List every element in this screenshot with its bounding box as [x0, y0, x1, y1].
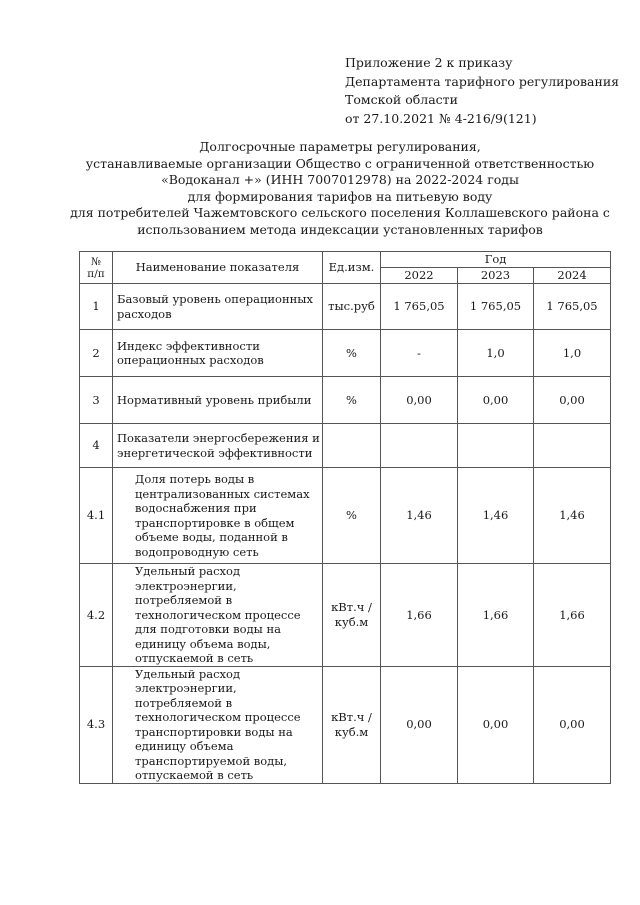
row-value-2022: 1,46	[381, 468, 458, 564]
row-value-2024: 1,46	[534, 468, 611, 564]
row-num: 4.2	[80, 564, 113, 667]
row-value-2024: 1 765,05	[534, 284, 611, 330]
title-line: использованием метода индексации установленных тарифов	[137, 221, 543, 237]
row-name: Удельный расход электроэнергии, потребляемой в технологическом процессе транспортировки воды на единицу объема транспортируемой воды, отпускаемой в сеть	[113, 666, 323, 783]
row-unit	[323, 424, 381, 468]
table-row	[80, 666, 611, 783]
row-num: 4.1	[80, 468, 113, 564]
table-header-row	[80, 252, 611, 268]
table-row	[80, 377, 611, 424]
row-name: Доля потерь воды в централизованных системах водоснабжения при транспортировке в общем объеме воды, поданной в водопроводную сеть	[113, 468, 323, 564]
row-value-2024: 0,00	[534, 377, 611, 424]
title-line: устанавливаемые организации Общество с ограниченной ответственностью	[85, 155, 595, 171]
row-name: Базовый уровень операционных расходов	[113, 284, 323, 330]
row-value-2024	[534, 424, 611, 468]
parameters-table	[79, 251, 611, 784]
title-line: «Водоканал +» (ИНН 7007012978) на 2022-2024 годы	[161, 172, 519, 187]
table-row	[80, 424, 611, 468]
row-unit: %	[323, 330, 381, 377]
row-value-2023: 1 765,05	[458, 284, 534, 330]
appendix-line: Департамента тарифного регулирования	[345, 73, 620, 89]
row-value-2022: 1,66	[381, 564, 458, 667]
row-value-2023: 1,46	[458, 468, 534, 564]
row-unit: %	[323, 377, 381, 424]
header-num: № п/п	[80, 252, 113, 284]
appendix-line: Приложение 2 к приказу	[345, 55, 513, 70]
row-value-2023	[458, 424, 534, 468]
title-line: для потребителей Чажемтовского сельского поселения Коллашевского района с	[70, 205, 610, 220]
table-row	[80, 330, 611, 377]
header-year: 2022	[381, 268, 458, 284]
title-line: Долгосрочные параметры регулирования,	[199, 139, 481, 154]
row-num: 2	[80, 330, 113, 377]
title-line: для формирования тарифов на питьевую воду	[187, 188, 493, 204]
row-name: Показатели энергосбережения и энергетической эффективности	[113, 424, 323, 468]
header-unit: Ед.изм.	[323, 252, 381, 284]
appendix-block	[345, 54, 619, 128]
row-value-2022: 0,00	[381, 377, 458, 424]
document-title	[40, 139, 640, 238]
row-unit: %	[323, 468, 381, 564]
table-row	[80, 564, 611, 667]
row-value-2023: 0,00	[458, 666, 534, 783]
row-num: 3	[80, 377, 113, 424]
row-num: 4	[80, 424, 113, 468]
header-year: 2024	[534, 268, 611, 284]
table-row	[80, 468, 611, 564]
row-num: 1	[80, 284, 113, 330]
header-year-group: Год	[381, 252, 611, 268]
appendix-line: от 27.10.2021 № 4-216/9(121)	[345, 110, 537, 126]
row-unit: тыс.руб	[323, 284, 381, 330]
row-num: 4.3	[80, 666, 113, 783]
row-value-2023: 0,00	[458, 377, 534, 424]
row-value-2022: -	[381, 330, 458, 377]
row-value-2023: 1,66	[458, 564, 534, 667]
row-value-2022	[381, 424, 458, 468]
row-value-2023: 1,0	[458, 330, 534, 377]
header-year: 2023	[458, 268, 534, 284]
row-value-2022: 0,00	[381, 666, 458, 783]
row-name: Удельный расход электроэнергии, потребляемой в технологическом процессе для подготовки воды на единицу объема воды, отпускаемой в сеть	[113, 564, 323, 667]
row-name: Индекс эффективности операционных расходов	[113, 330, 323, 377]
table-row	[80, 284, 611, 330]
row-value-2024: 1,0	[534, 330, 611, 377]
appendix-line: Томской области	[345, 92, 458, 107]
row-unit: кВт.ч / куб.м	[323, 666, 381, 783]
row-unit: кВт.ч / куб.м	[323, 564, 381, 667]
header-name: Наименование показателя	[113, 252, 323, 284]
row-name: Нормативный уровень прибыли	[113, 377, 323, 424]
row-value-2024: 0,00	[534, 666, 611, 783]
row-value-2024: 1,66	[534, 564, 611, 667]
row-value-2022: 1 765,05	[381, 284, 458, 330]
